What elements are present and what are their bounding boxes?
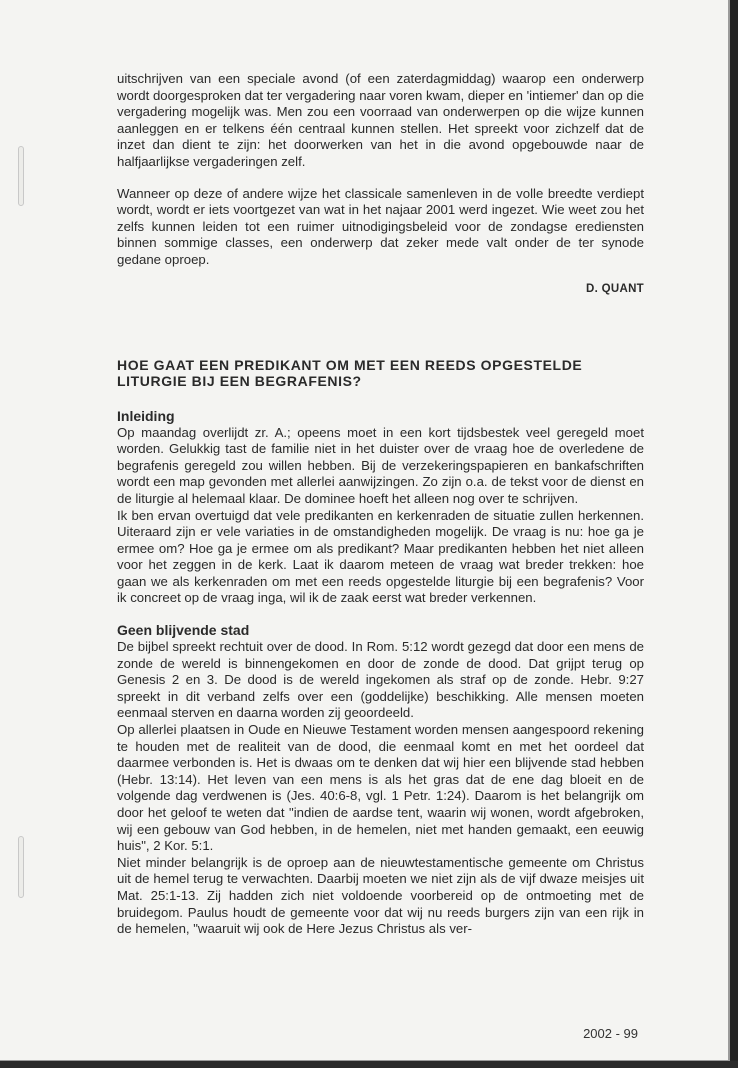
page-content <box>117 71 644 938</box>
page-number: 2002 - 99 <box>583 1026 638 1041</box>
binding-clip-top <box>18 146 24 206</box>
inleiding-paragraph-2: Ik ben ervan overtuigd dat vele predikanten en kerkenraden de situatie zullen herkennen. Uiteraard zijn er vele variaties in de omstandigheden mogelijk. De vraag is nu: hoe ga je ermee om? Hoe ga je ermee om als predikant? Maar predikanten hebben het niet alleen voor het zeggen in de kerk. Laat ik daarom meteen de vraag wat breder trekken: hoe gaan we als kerkenraden om met een reeds opgestelde liturgie bij een begrafenis? Voor ik concreet op de vraag inga, wil ik de zaak eerst wat breder verkennen. <box>117 507 644 606</box>
page-edge-bottom <box>0 1061 738 1068</box>
section-heading-inleiding: Inleiding <box>117 407 175 424</box>
author-signature: D. QUANT <box>586 282 644 295</box>
inleiding-paragraph-1: Op maandag overlijdt zr. A.; opeens moet in een kort tijdsbestek veel geregeld moet worden. Gelukkig tast de familie niet in het duister over de vraag hoe de overledene de begrafenis geregeld zou willen hebben. Bij de verzekeringspapieren en bankafschriften wordt een map gevonden met allerlei aanwijzingen. Zo zijn o.a. de tekst voor de dienst en de liturgie al helemaal klaar. De dominee hoeft het alleen nog over te schrijven. <box>117 424 644 506</box>
article1-paragraph-2: Wanneer op deze of andere wijze het classicale samenleven in de volle breedte verdiept wordt, wordt er iets voortgezet van wat in het najaar 2001 werd ingezet. Wie weet zou het zelfs kunnen leiden tot een ruimer uitnodigingsbeleid voor de zondagse erediensten binnen sommige classes, een onderwerp dat zeker mede valt onder de ter synode gedane oproep. <box>117 185 644 267</box>
section2-paragraph-3: Niet minder belangrijk is de oproep aan de nieuwtestamentische gemeente om Christus uit de hemel terug te verwachten. Daarbij moeten we niet zijn als de vijf dwaze meisjes uit Mat. 25:1-13. Zij hadden zich niet voldoende voorbereid op de ontmoeting met de bruidegom. Paulus houdt de gemeente voor dat wij nu reeds burgers zijn van een rijk in de hemelen, "waaruit wij ook de Here Jezus Christus als ver- <box>117 854 644 937</box>
section-heading-geen-blijvende-stad: Geen blijvende stad <box>117 622 250 639</box>
section2-paragraph-1: De bijbel spreekt rechtuit over de dood. In Rom. 5:12 wordt gezegd dat door een mens de zonde de wereld is binnengekomen en door de zonde de dood. Dat grijpt terug op Genesis 2 en 3. De dood is de wereld ingekomen als straf op de zonde. Hebr. 9:27 spreekt in dit verband zelfs over een (goddelijke) beschikking. Alle mensen moeten eenmaal sterven en daarna worden zij geoordeeld. <box>117 639 644 721</box>
section2-paragraph-2: Op allerlei plaatsen in Oude en Nieuwe Testament worden mensen aangespoord rekening te houden met de realiteit van de dood, die eenmaal komt en met het oordeel dat daarmee verbonden is. Het is dwaas om te denken dat wij hier een blijvende stad hebben (Hebr. 13:14). Het leven van een mens is als het gras dat de ene dag bloeit en de volgende dag verdwenen is (Jes. 40:6-8, vgl. 1 Petr. 1:24). Daarom is het belangrijk om door het geloof te weten dat "indien de aardse tent, waarin wij wonen, wordt afgebroken, wij een gebouw van God hebben, in de hemelen, niet met handen gemaakt, een eeuwig huis", 2 Kor. 5:1. <box>117 722 644 854</box>
article-title: HOE GAAT EEN PREDIKANT OM MET EEN REEDS OPGESTELDE LITURGIE BIJ EEN BEGRAFENIS? <box>117 356 583 390</box>
article1-paragraph-1: uitschrijven van een speciale avond (of een zaterdagmiddag) waarop een onderwerp wordt doorgesproken dat ter vergadering naar voren kwam, dieper en 'intiemer' dan op die vergadering mogelijk was. Men zou een voorraad van onderwerpen op die wijze kunnen aanleggen en er telkens één centraal kunnen stellen. Het spreekt voor zichzelf dat de inzet dan dient te zijn: het doorwerken van het in die avond opgebouwde naar de halfjaarlijkse vergaderingen zelf. <box>117 71 644 169</box>
binding-clip-bottom <box>18 836 24 898</box>
page-edge-right <box>730 0 738 1068</box>
